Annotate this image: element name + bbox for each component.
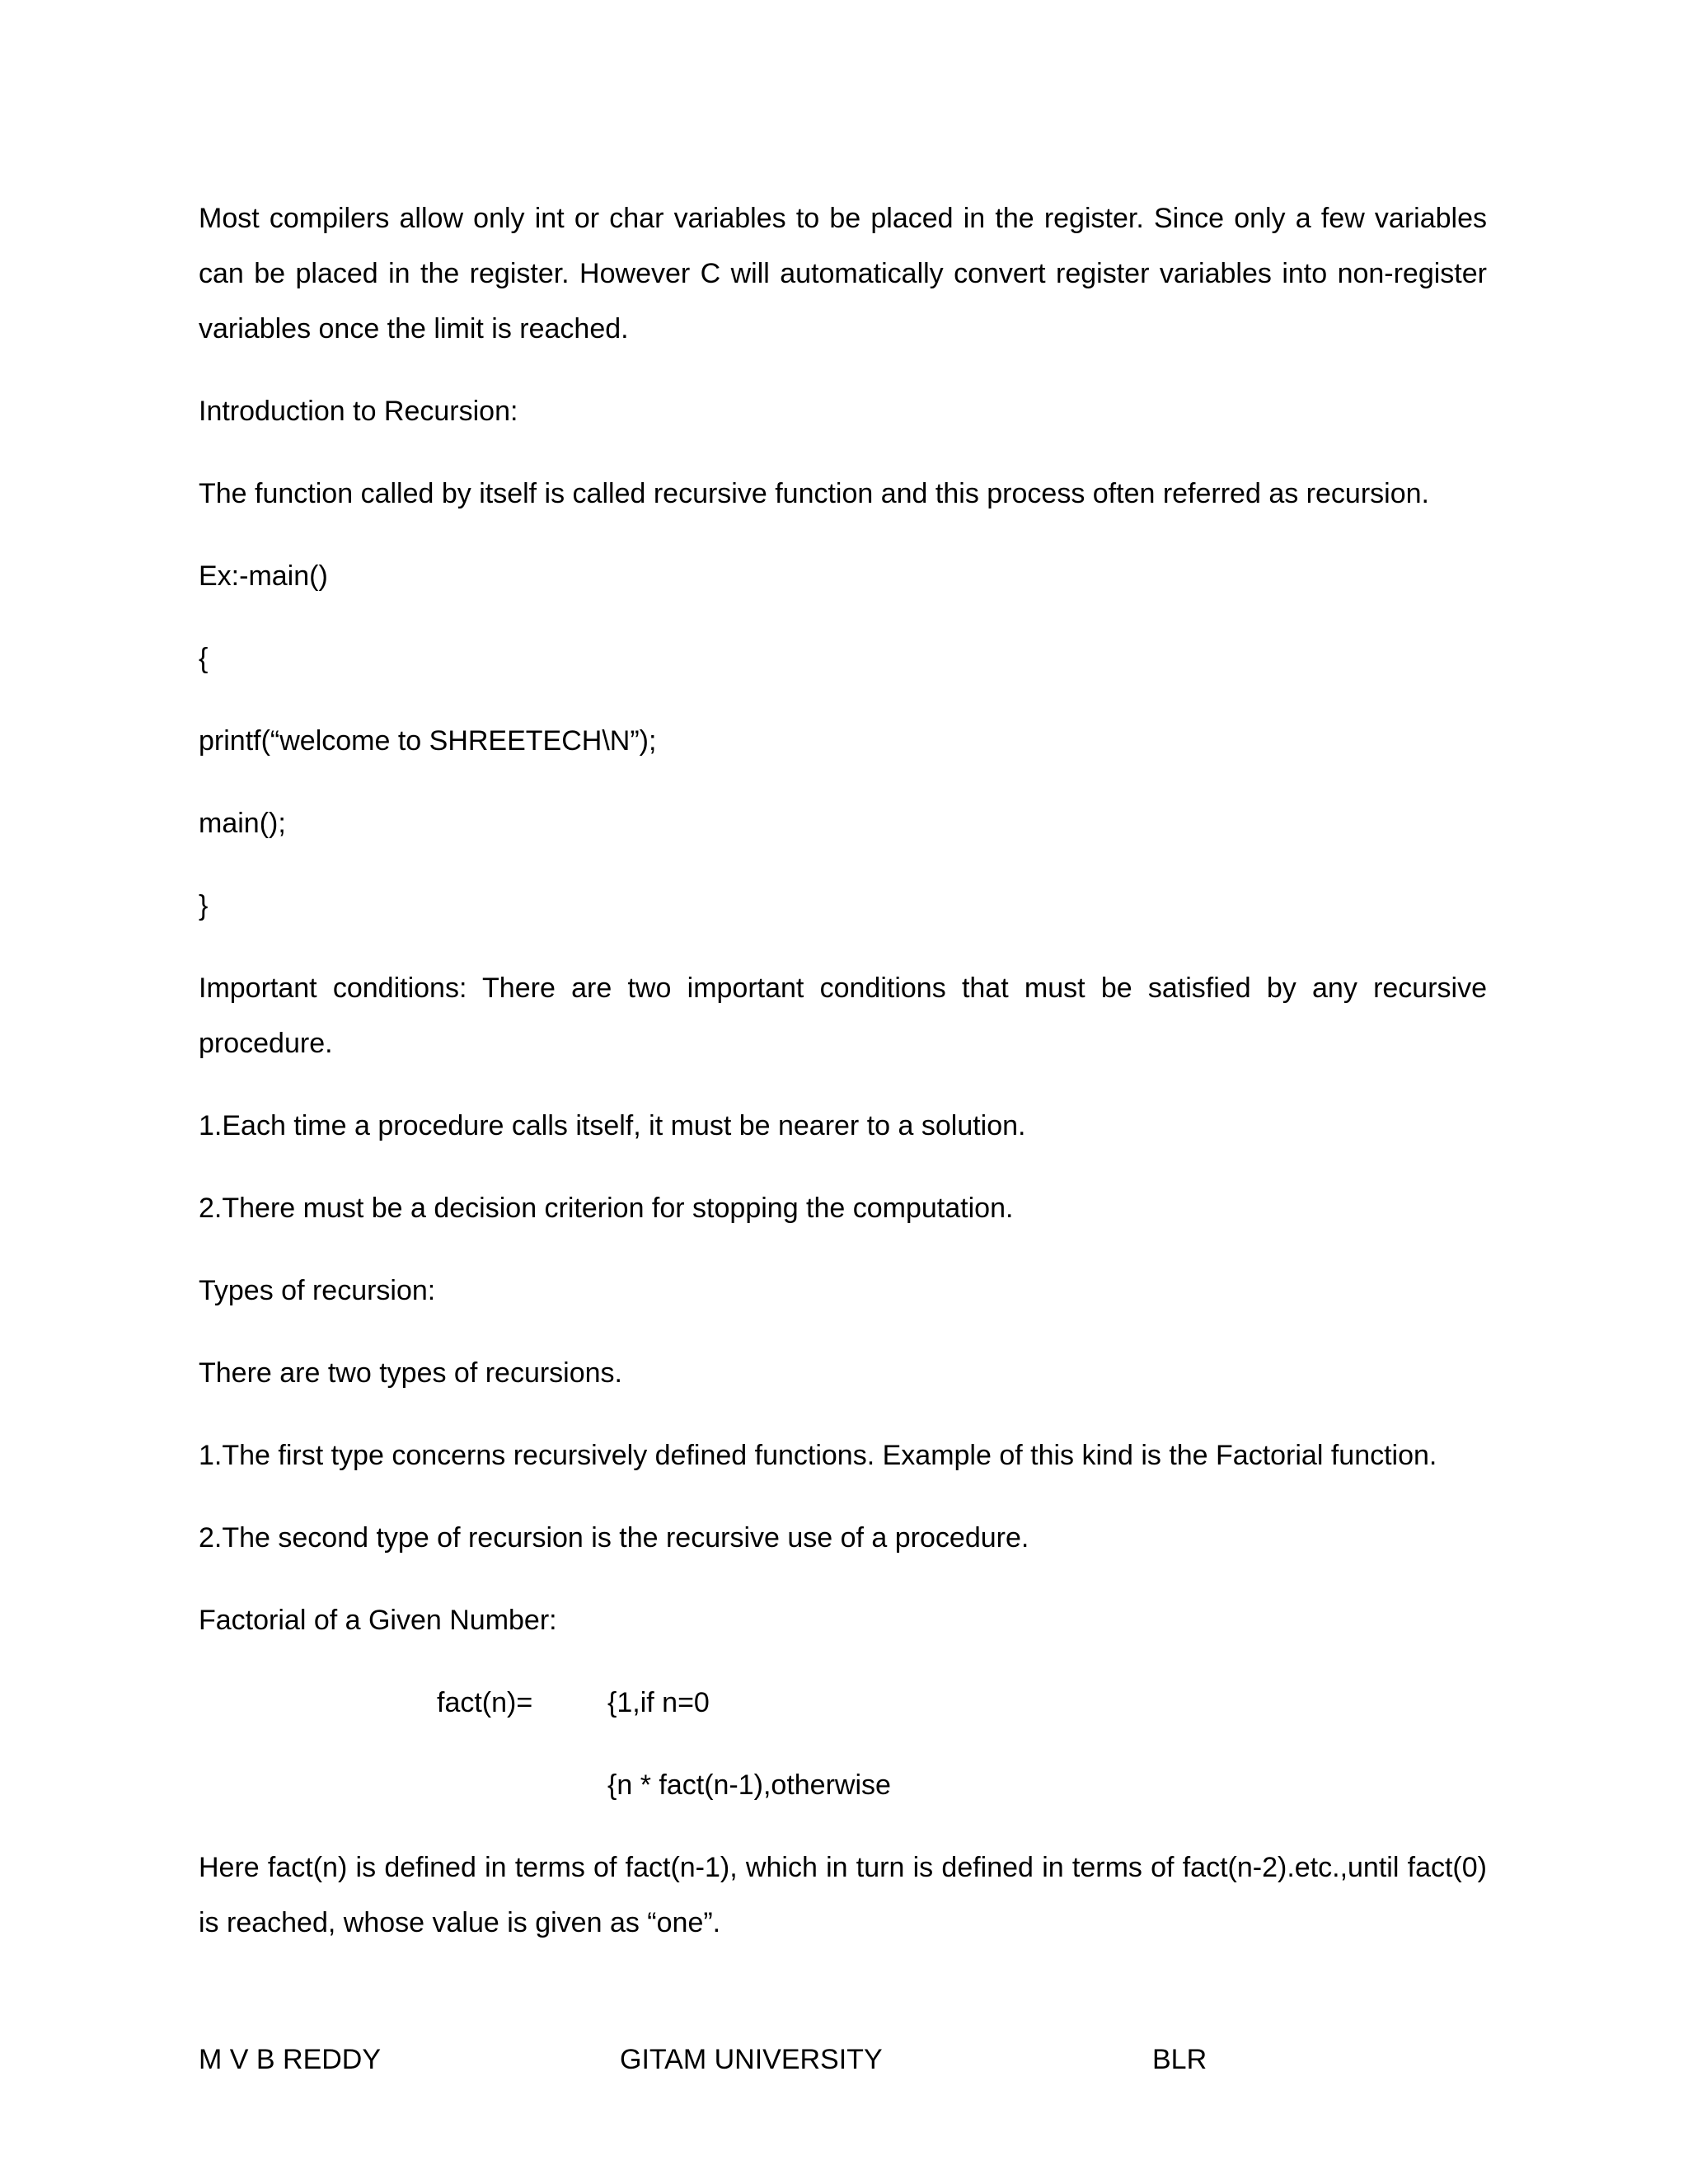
code-line-main: Ex:-main()	[199, 560, 328, 592]
paragraph-register-variables: Most compilers allow only int or char variables to be placed in the register. Since only a few variables can be placed in the register. However C will automatically convert register variables into non-register variables once the limit is reached.	[199, 203, 1487, 344]
paragraph-two-types: There are two types of recursions.	[199, 1357, 623, 1389]
formula-lhs: fact(n)=	[437, 1687, 533, 1718]
formula-case-recursive: {n * fact(n-1),otherwise	[607, 1769, 891, 1801]
factorial-formula-line-2	[199, 1758, 1487, 1813]
footer-author: M V B REDDY	[199, 2044, 382, 2075]
code-line-open-brace: {	[199, 643, 209, 674]
code-line-printf: printf(“welcome to SHREETECH\N”);	[199, 725, 657, 757]
condition-item-2: 2.There must be a decision criterion for stopping the computation.	[199, 1193, 1014, 1224]
recursion-type-item-1: 1.The first type concerns recursively defined functions. Example of this kind is the Factorial function.	[199, 1440, 1437, 1471]
footer-university: GITAM UNIVERSITY	[620, 2044, 883, 2075]
heading-introduction-to-recursion: Introduction to Recursion:	[199, 396, 518, 427]
footer-location: BLR	[1152, 2044, 1207, 2075]
condition-item-1: 1.Each time a procedure calls itself, it must be nearer to a solution.	[199, 1110, 1026, 1141]
heading-factorial: Factorial of a Given Number:	[199, 1605, 557, 1636]
page-footer	[199, 2032, 1487, 2088]
factorial-formula-line-1	[199, 1675, 1487, 1731]
page-content	[199, 191, 1487, 1978]
heading-types-of-recursion: Types of recursion:	[199, 1275, 436, 1306]
formula-case-base: {1,if n=0	[607, 1687, 710, 1718]
paragraph-important-conditions: Important conditions: There are two important conditions that must be satisfied by any recursive procedure.	[199, 972, 1487, 1059]
paragraph-fact-explanation: Here fact(n) is defined in terms of fact(n-1), which in turn is defined in terms of fact(n-2).etc.,until fact(0) is reached, whose value is given as “one”.	[199, 1852, 1487, 1938]
recursion-type-item-2: 2.The second type of recursion is the recursive use of a procedure.	[199, 1522, 1029, 1554]
code-line-main-call: main();	[199, 808, 286, 839]
code-line-close-brace: }	[199, 890, 209, 921]
paragraph-recursion-definition: The function called by itself is called recursive function and this process often referred as recursion.	[199, 478, 1429, 509]
